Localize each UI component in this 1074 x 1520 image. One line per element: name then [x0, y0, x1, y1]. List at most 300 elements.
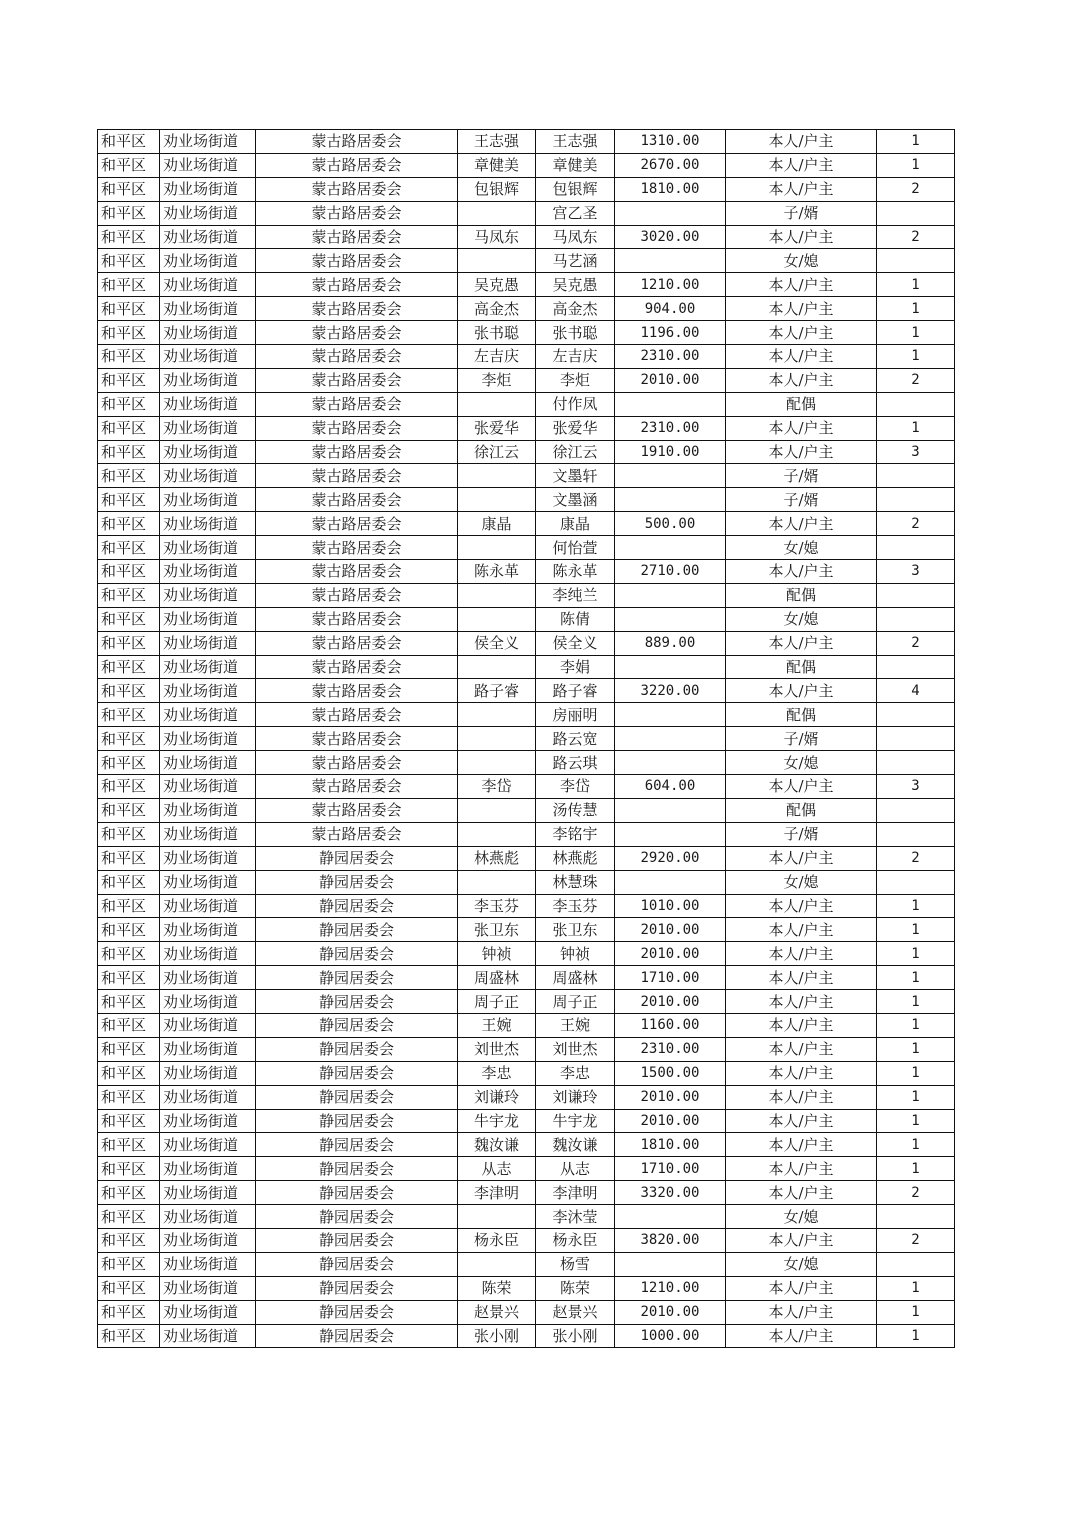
member-cell: 周盛林 [536, 966, 615, 990]
member-cell: 吴克愚 [536, 273, 615, 297]
relation-cell: 本人/户主 [726, 345, 877, 369]
household-size-cell: 2 [877, 177, 955, 201]
table-row [98, 1037, 955, 1061]
income-cell: 3220.00 [615, 679, 726, 703]
household-size-cell: 1 [877, 1276, 955, 1300]
table-row [98, 273, 955, 297]
district-cell: 和平区 [98, 1276, 160, 1300]
district-cell: 和平区 [98, 655, 160, 679]
relation-cell: 本人/户主 [726, 1324, 877, 1348]
member-cell: 刘世杰 [536, 1037, 615, 1061]
district-cell: 和平区 [98, 560, 160, 584]
household-size-cell: 3 [877, 440, 955, 464]
applicant-cell: 张书聪 [458, 321, 536, 345]
member-cell: 李纯兰 [536, 583, 615, 607]
member-cell: 赵景兴 [536, 1300, 615, 1324]
member-cell: 汤传慧 [536, 798, 615, 822]
district-cell: 和平区 [98, 225, 160, 249]
community-cell: 蒙古路居委会 [256, 440, 458, 464]
household-table [97, 129, 955, 1348]
community-cell: 蒙古路居委会 [256, 751, 458, 775]
street-cell: 劝业场街道 [160, 177, 256, 201]
table-row [98, 249, 955, 273]
table-row [98, 153, 955, 177]
member-cell: 从志 [536, 1157, 615, 1181]
relation-cell: 本人/户主 [726, 177, 877, 201]
relation-cell: 本人/户主 [726, 1109, 877, 1133]
applicant-cell [458, 822, 536, 846]
district-cell: 和平区 [98, 798, 160, 822]
relation-cell: 子/婿 [726, 822, 877, 846]
district-cell: 和平区 [98, 464, 160, 488]
household-size-cell: 1 [877, 153, 955, 177]
table-row [98, 798, 955, 822]
street-cell: 劝业场街道 [160, 321, 256, 345]
district-cell: 和平区 [98, 1300, 160, 1324]
household-size-cell: 1 [877, 1013, 955, 1037]
community-cell: 静园居委会 [256, 1133, 458, 1157]
district-cell: 和平区 [98, 894, 160, 918]
community-cell: 蒙古路居委会 [256, 607, 458, 631]
table-row [98, 942, 955, 966]
household-size-cell: 1 [877, 1133, 955, 1157]
household-size-cell [877, 583, 955, 607]
community-cell: 静园居委会 [256, 918, 458, 942]
member-cell: 王婉 [536, 1013, 615, 1037]
street-cell: 劝业场街道 [160, 1157, 256, 1181]
district-cell: 和平区 [98, 583, 160, 607]
household-size-cell: 1 [877, 321, 955, 345]
relation-cell: 本人/户主 [726, 1157, 877, 1181]
member-cell: 侯全义 [536, 631, 615, 655]
applicant-cell: 刘谦玲 [458, 1085, 536, 1109]
relation-cell: 子/婿 [726, 464, 877, 488]
member-cell: 杨永臣 [536, 1228, 615, 1252]
member-cell: 李岱 [536, 775, 615, 799]
household-size-cell: 1 [877, 918, 955, 942]
table-row [98, 1324, 955, 1348]
household-size-cell: 2 [877, 846, 955, 870]
income-cell: 1210.00 [615, 273, 726, 297]
community-cell: 蒙古路居委会 [256, 273, 458, 297]
applicant-cell: 林燕彪 [458, 846, 536, 870]
district-cell: 和平区 [98, 321, 160, 345]
street-cell: 劝业场街道 [160, 225, 256, 249]
member-cell: 左吉庆 [536, 345, 615, 369]
street-cell: 劝业场街道 [160, 942, 256, 966]
applicant-cell [458, 727, 536, 751]
member-cell: 文墨涵 [536, 488, 615, 512]
relation-cell: 子/婿 [726, 727, 877, 751]
district-cell: 和平区 [98, 153, 160, 177]
relation-cell: 本人/户主 [726, 990, 877, 1014]
applicant-cell: 周盛林 [458, 966, 536, 990]
household-size-cell: 2 [877, 1228, 955, 1252]
community-cell: 蒙古路居委会 [256, 345, 458, 369]
income-cell [615, 870, 726, 894]
street-cell: 劝业场街道 [160, 416, 256, 440]
income-cell: 2010.00 [615, 990, 726, 1014]
street-cell: 劝业场街道 [160, 392, 256, 416]
street-cell: 劝业场街道 [160, 1324, 256, 1348]
table-row [98, 870, 955, 894]
income-cell [615, 1205, 726, 1229]
member-cell: 李沐莹 [536, 1205, 615, 1229]
income-cell: 3820.00 [615, 1228, 726, 1252]
table-row [98, 583, 955, 607]
street-cell: 劝业场街道 [160, 703, 256, 727]
household-size-cell [877, 727, 955, 751]
relation-cell: 本人/户主 [726, 942, 877, 966]
household-size-cell [877, 1205, 955, 1229]
member-cell: 张书聪 [536, 321, 615, 345]
applicant-cell [458, 703, 536, 727]
community-cell: 静园居委会 [256, 1205, 458, 1229]
applicant-cell [458, 201, 536, 225]
community-cell: 蒙古路居委会 [256, 727, 458, 751]
member-cell: 章健美 [536, 153, 615, 177]
community-cell: 静园居委会 [256, 1276, 458, 1300]
street-cell: 劝业场街道 [160, 1205, 256, 1229]
applicant-cell: 陈荣 [458, 1276, 536, 1300]
applicant-cell: 马凤东 [458, 225, 536, 249]
relation-cell: 女/媳 [726, 536, 877, 560]
community-cell: 蒙古路居委会 [256, 536, 458, 560]
table-row [98, 966, 955, 990]
household-size-cell: 2 [877, 1181, 955, 1205]
relation-cell: 女/媳 [726, 607, 877, 631]
relation-cell: 子/婿 [726, 201, 877, 225]
community-cell: 蒙古路居委会 [256, 464, 458, 488]
community-cell: 静园居委会 [256, 1085, 458, 1109]
member-cell: 马艺涵 [536, 249, 615, 273]
income-cell [615, 607, 726, 631]
relation-cell: 本人/户主 [726, 130, 877, 154]
relation-cell: 本人/户主 [726, 297, 877, 321]
district-cell: 和平区 [98, 177, 160, 201]
district-cell: 和平区 [98, 751, 160, 775]
member-cell: 房丽明 [536, 703, 615, 727]
district-cell: 和平区 [98, 1157, 160, 1181]
applicant-cell: 李津明 [458, 1181, 536, 1205]
district-cell: 和平区 [98, 345, 160, 369]
member-cell: 陈荣 [536, 1276, 615, 1300]
street-cell: 劝业场街道 [160, 368, 256, 392]
household-size-cell [877, 488, 955, 512]
table-row [98, 560, 955, 584]
street-cell: 劝业场街道 [160, 751, 256, 775]
street-cell: 劝业场街道 [160, 990, 256, 1014]
relation-cell: 本人/户主 [726, 321, 877, 345]
community-cell: 蒙古路居委会 [256, 297, 458, 321]
table-row [98, 297, 955, 321]
district-cell: 和平区 [98, 536, 160, 560]
household-size-cell: 4 [877, 679, 955, 703]
district-cell: 和平区 [98, 273, 160, 297]
community-cell: 蒙古路居委会 [256, 368, 458, 392]
district-cell: 和平区 [98, 1061, 160, 1085]
community-cell: 蒙古路居委会 [256, 583, 458, 607]
district-cell: 和平区 [98, 727, 160, 751]
street-cell: 劝业场街道 [160, 1181, 256, 1205]
community-cell: 蒙古路居委会 [256, 201, 458, 225]
household-size-cell [877, 392, 955, 416]
district-cell: 和平区 [98, 416, 160, 440]
district-cell: 和平区 [98, 679, 160, 703]
income-cell: 1710.00 [615, 966, 726, 990]
district-cell: 和平区 [98, 966, 160, 990]
community-cell: 静园居委会 [256, 966, 458, 990]
member-cell: 李忠 [536, 1061, 615, 1085]
member-cell: 林燕彪 [536, 846, 615, 870]
household-size-cell: 1 [877, 942, 955, 966]
street-cell: 劝业场街道 [160, 297, 256, 321]
relation-cell: 本人/户主 [726, 1013, 877, 1037]
applicant-cell: 高金杰 [458, 297, 536, 321]
household-size-cell: 2 [877, 368, 955, 392]
income-cell: 3020.00 [615, 225, 726, 249]
community-cell: 静园居委会 [256, 1324, 458, 1348]
community-cell: 静园居委会 [256, 990, 458, 1014]
table-row [98, 1109, 955, 1133]
relation-cell: 女/媳 [726, 1252, 877, 1276]
relation-cell: 本人/户主 [726, 918, 877, 942]
member-cell: 李津明 [536, 1181, 615, 1205]
relation-cell: 女/媳 [726, 249, 877, 273]
relation-cell: 本人/户主 [726, 1133, 877, 1157]
applicant-cell: 杨永臣 [458, 1228, 536, 1252]
income-cell [615, 655, 726, 679]
relation-cell: 本人/户主 [726, 1181, 877, 1205]
income-cell: 1160.00 [615, 1013, 726, 1037]
household-size-cell: 1 [877, 1324, 955, 1348]
applicant-cell: 王婉 [458, 1013, 536, 1037]
relation-cell: 本人/户主 [726, 560, 877, 584]
district-cell: 和平区 [98, 1109, 160, 1133]
applicant-cell: 路子睿 [458, 679, 536, 703]
household-size-cell: 1 [877, 130, 955, 154]
street-cell: 劝业场街道 [160, 822, 256, 846]
community-cell: 静园居委会 [256, 1181, 458, 1205]
income-cell [615, 727, 726, 751]
table-row [98, 177, 955, 201]
income-cell: 1210.00 [615, 1276, 726, 1300]
district-cell: 和平区 [98, 1037, 160, 1061]
member-cell: 陈倩 [536, 607, 615, 631]
relation-cell: 女/媳 [726, 870, 877, 894]
household-size-cell [877, 655, 955, 679]
income-cell [615, 392, 726, 416]
street-cell: 劝业场街道 [160, 631, 256, 655]
household-size-cell [877, 607, 955, 631]
table-row [98, 464, 955, 488]
member-cell: 何怡萱 [536, 536, 615, 560]
household-size-cell: 2 [877, 225, 955, 249]
community-cell: 静园居委会 [256, 1300, 458, 1324]
table-row [98, 392, 955, 416]
street-cell: 劝业场街道 [160, 846, 256, 870]
income-cell [615, 464, 726, 488]
district-cell: 和平区 [98, 870, 160, 894]
relation-cell: 本人/户主 [726, 225, 877, 249]
table-row [98, 201, 955, 225]
household-size-cell [877, 1252, 955, 1276]
district-cell: 和平区 [98, 1252, 160, 1276]
community-cell: 蒙古路居委会 [256, 249, 458, 273]
member-cell: 魏汝谦 [536, 1133, 615, 1157]
street-cell: 劝业场街道 [160, 655, 256, 679]
table-row [98, 1013, 955, 1037]
applicant-cell [458, 655, 536, 679]
table-row [98, 536, 955, 560]
district-cell: 和平区 [98, 846, 160, 870]
household-size-cell: 1 [877, 1037, 955, 1061]
applicant-cell: 陈永革 [458, 560, 536, 584]
street-cell: 劝业场街道 [160, 1276, 256, 1300]
relation-cell: 配偶 [726, 583, 877, 607]
income-cell [615, 751, 726, 775]
relation-cell: 配偶 [726, 703, 877, 727]
member-cell: 周子正 [536, 990, 615, 1014]
community-cell: 静园居委会 [256, 1252, 458, 1276]
relation-cell: 配偶 [726, 392, 877, 416]
community-cell: 静园居委会 [256, 1013, 458, 1037]
street-cell: 劝业场街道 [160, 918, 256, 942]
income-cell: 2310.00 [615, 1037, 726, 1061]
income-cell: 2010.00 [615, 942, 726, 966]
relation-cell: 配偶 [726, 798, 877, 822]
street-cell: 劝业场街道 [160, 1228, 256, 1252]
community-cell: 蒙古路居委会 [256, 225, 458, 249]
income-cell [615, 583, 726, 607]
table-row [98, 846, 955, 870]
household-size-cell: 1 [877, 1157, 955, 1181]
applicant-cell [458, 392, 536, 416]
member-cell: 王志强 [536, 130, 615, 154]
household-size-cell: 1 [877, 1061, 955, 1085]
income-cell: 1910.00 [615, 440, 726, 464]
income-cell: 2310.00 [615, 416, 726, 440]
income-cell [615, 249, 726, 273]
applicant-cell [458, 488, 536, 512]
street-cell: 劝业场街道 [160, 1300, 256, 1324]
street-cell: 劝业场街道 [160, 1037, 256, 1061]
street-cell: 劝业场街道 [160, 966, 256, 990]
income-cell: 904.00 [615, 297, 726, 321]
household-size-cell [877, 249, 955, 273]
table-row [98, 703, 955, 727]
applicant-cell [458, 1205, 536, 1229]
household-size-cell [877, 464, 955, 488]
district-cell: 和平区 [98, 918, 160, 942]
table-row [98, 822, 955, 846]
member-cell: 张爱华 [536, 416, 615, 440]
street-cell: 劝业场街道 [160, 345, 256, 369]
income-cell: 1810.00 [615, 177, 726, 201]
relation-cell: 本人/户主 [726, 1276, 877, 1300]
relation-cell: 本人/户主 [726, 273, 877, 297]
applicant-cell [458, 870, 536, 894]
table-row [98, 416, 955, 440]
member-cell: 李娟 [536, 655, 615, 679]
household-size-cell: 1 [877, 345, 955, 369]
table-row [98, 1133, 955, 1157]
income-cell: 2010.00 [615, 918, 726, 942]
district-cell: 和平区 [98, 512, 160, 536]
street-cell: 劝业场街道 [160, 560, 256, 584]
income-cell: 1710.00 [615, 1157, 726, 1181]
household-size-cell: 3 [877, 775, 955, 799]
community-cell: 蒙古路居委会 [256, 512, 458, 536]
street-cell: 劝业场街道 [160, 464, 256, 488]
income-cell [615, 488, 726, 512]
applicant-cell: 侯全义 [458, 631, 536, 655]
street-cell: 劝业场街道 [160, 273, 256, 297]
household-size-cell [877, 751, 955, 775]
applicant-cell [458, 1252, 536, 1276]
relation-cell: 本人/户主 [726, 416, 877, 440]
relation-cell: 子/婿 [726, 488, 877, 512]
member-cell: 路云琪 [536, 751, 615, 775]
table-row [98, 655, 955, 679]
income-cell: 2310.00 [615, 345, 726, 369]
household-size-cell: 1 [877, 990, 955, 1014]
income-cell: 1010.00 [615, 894, 726, 918]
income-cell: 500.00 [615, 512, 726, 536]
applicant-cell [458, 464, 536, 488]
table-row [98, 1061, 955, 1085]
income-cell: 2710.00 [615, 560, 726, 584]
district-cell: 和平区 [98, 1085, 160, 1109]
street-cell: 劝业场街道 [160, 727, 256, 751]
street-cell: 劝业场街道 [160, 775, 256, 799]
street-cell: 劝业场街道 [160, 488, 256, 512]
street-cell: 劝业场街道 [160, 798, 256, 822]
table-row [98, 727, 955, 751]
applicant-cell: 张卫东 [458, 918, 536, 942]
applicant-cell: 从志 [458, 1157, 536, 1181]
member-cell: 宫乙圣 [536, 201, 615, 225]
income-cell [615, 536, 726, 560]
community-cell: 静园居委会 [256, 1109, 458, 1133]
income-cell: 1810.00 [615, 1133, 726, 1157]
relation-cell: 本人/户主 [726, 1300, 877, 1324]
community-cell: 蒙古路居委会 [256, 560, 458, 584]
district-cell: 和平区 [98, 392, 160, 416]
applicant-cell: 赵景兴 [458, 1300, 536, 1324]
district-cell: 和平区 [98, 1205, 160, 1229]
applicant-cell [458, 536, 536, 560]
community-cell: 静园居委会 [256, 846, 458, 870]
member-cell: 李玉芬 [536, 894, 615, 918]
district-cell: 和平区 [98, 297, 160, 321]
community-cell: 静园居委会 [256, 1157, 458, 1181]
district-cell: 和平区 [98, 990, 160, 1014]
relation-cell: 本人/户主 [726, 775, 877, 799]
street-cell: 劝业场街道 [160, 440, 256, 464]
community-cell: 蒙古路居委会 [256, 488, 458, 512]
applicant-cell: 左吉庆 [458, 345, 536, 369]
table-row [98, 1157, 955, 1181]
relation-cell: 本人/户主 [726, 894, 877, 918]
income-cell: 889.00 [615, 631, 726, 655]
table-row [98, 679, 955, 703]
household-size-cell: 1 [877, 894, 955, 918]
table-row [98, 345, 955, 369]
household-size-cell: 3 [877, 560, 955, 584]
relation-cell: 本人/户主 [726, 440, 877, 464]
applicant-cell: 张小刚 [458, 1324, 536, 1348]
